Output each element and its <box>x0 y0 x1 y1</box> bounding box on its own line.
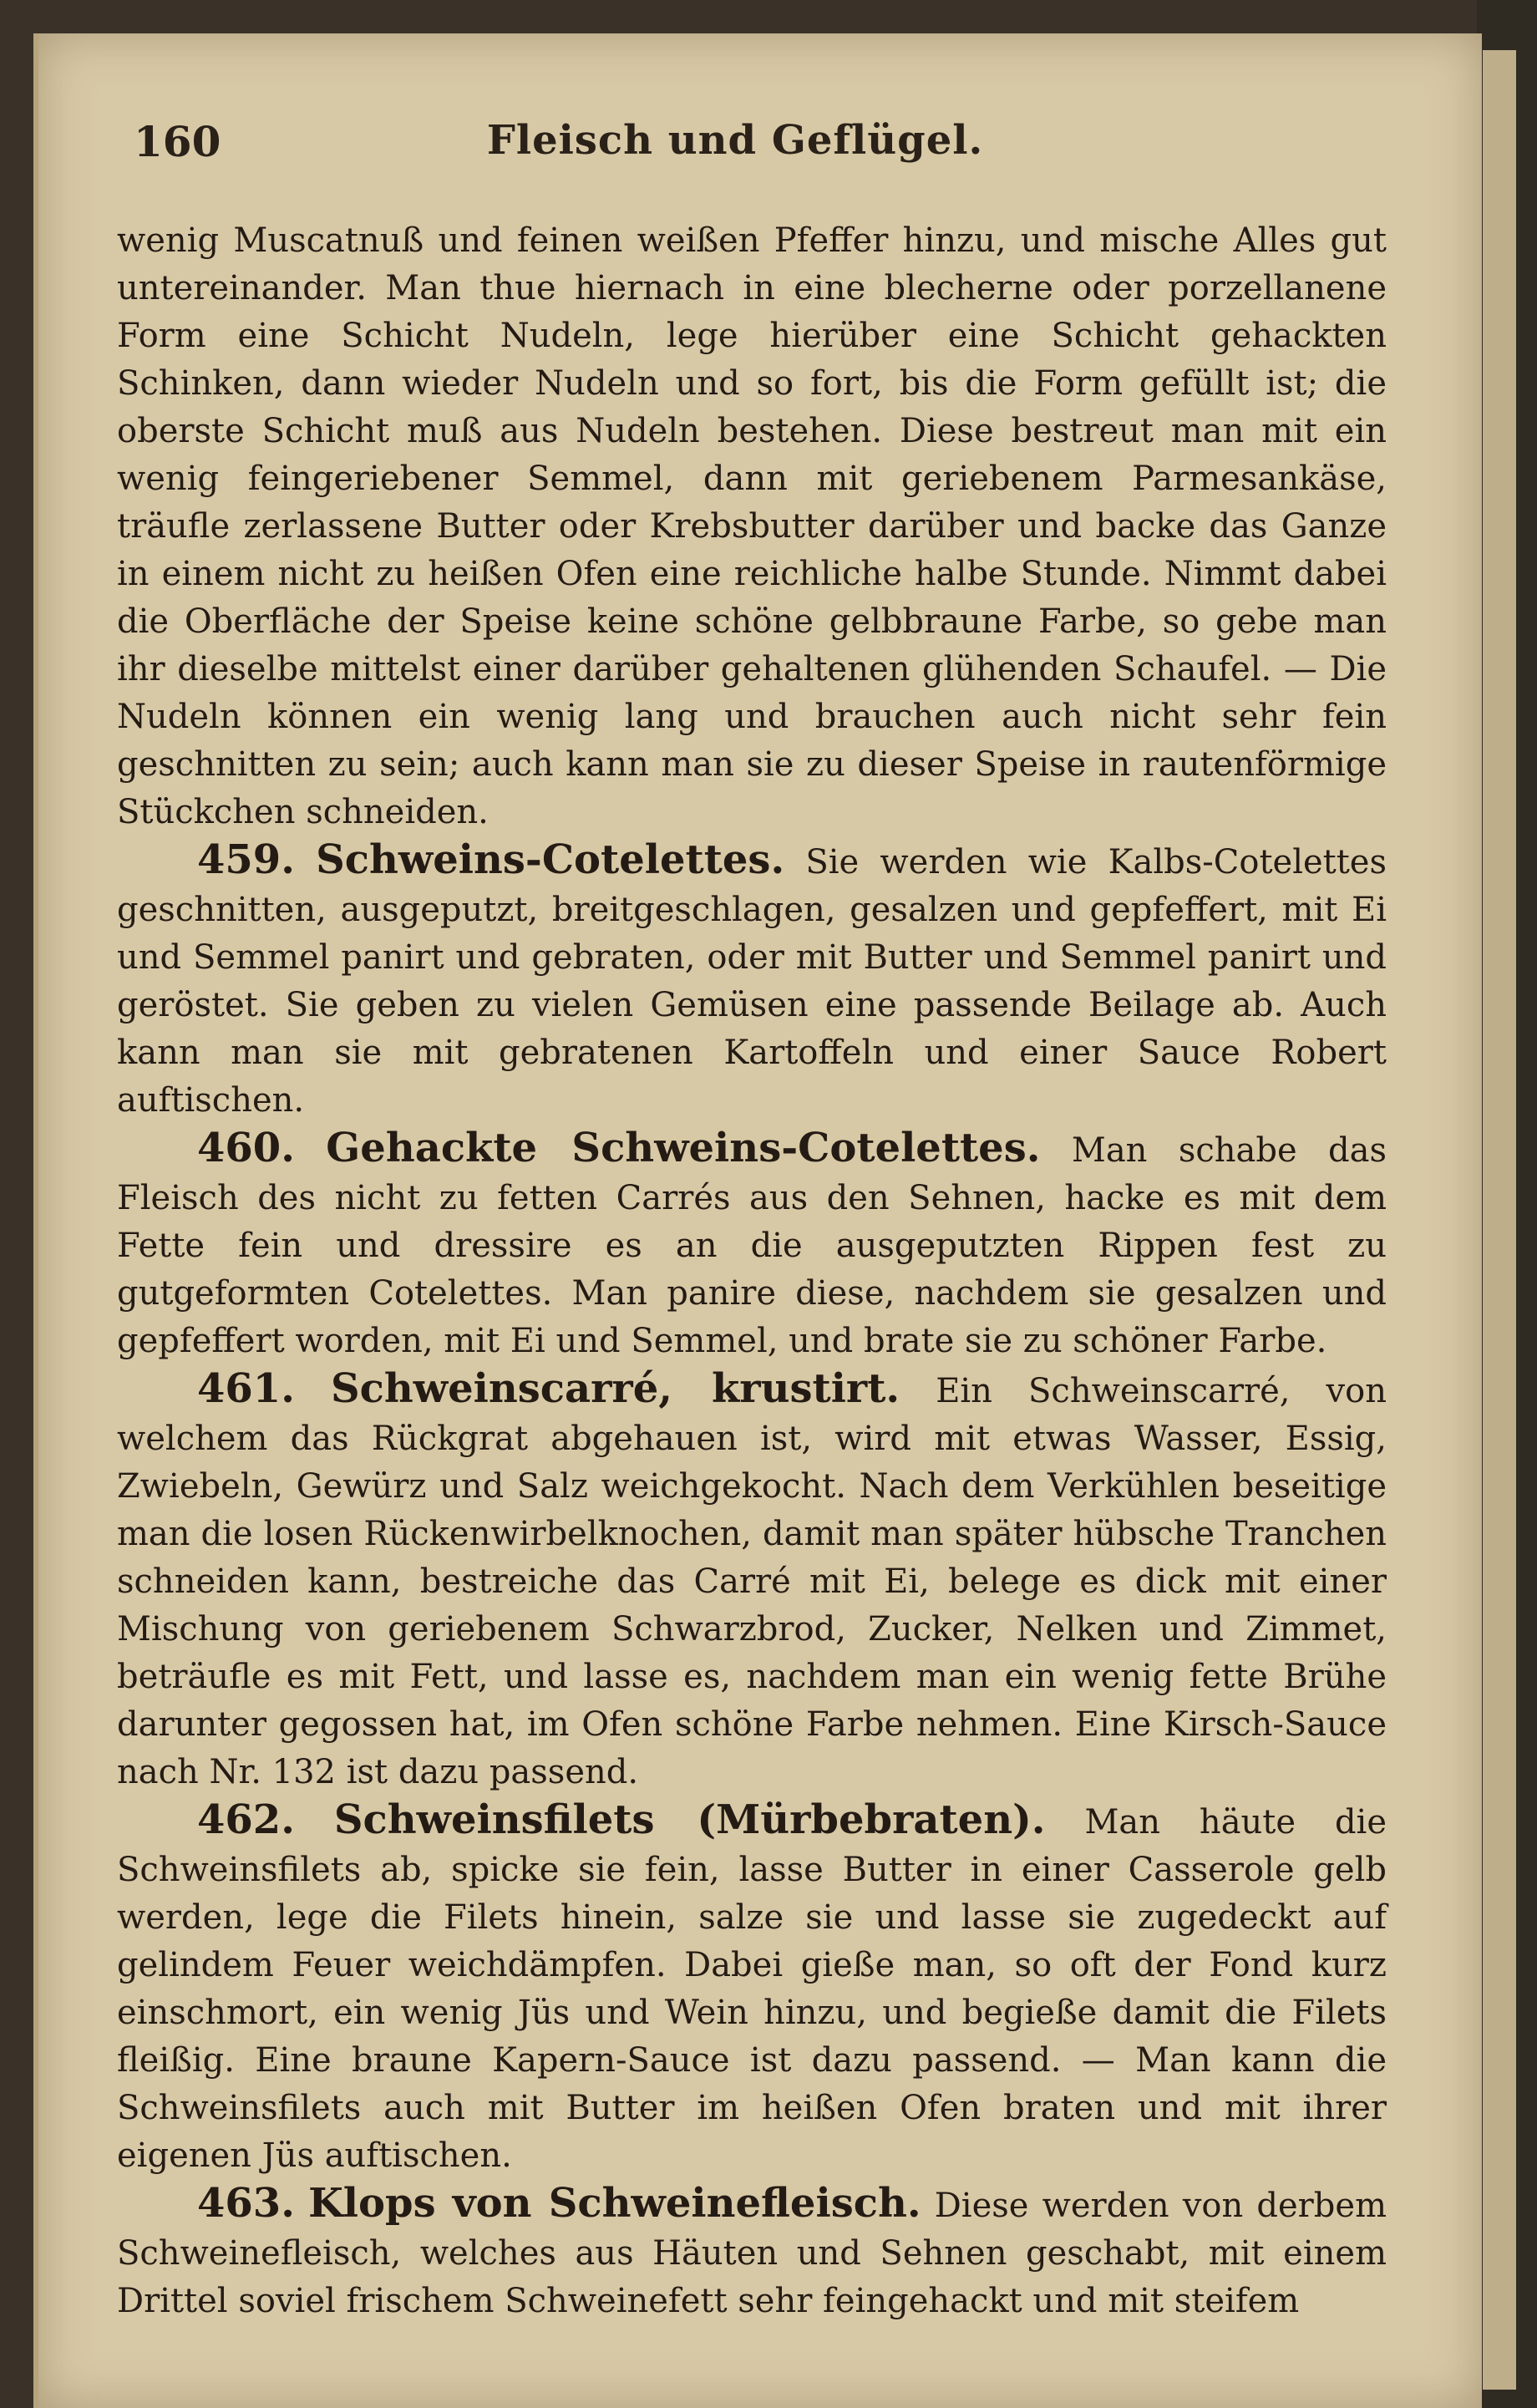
recipe-number: 460. <box>197 1125 295 1171</box>
page-number: 160 <box>134 117 221 166</box>
recipe-title: Schweinscarré, krustirt. <box>331 1365 900 1412</box>
recipe-text: Sie werden wie Kalbs-Cotelettes geschnitten, ausgeputzt, breitgeschlagen, gesalzen und gepfeffert, mit Ei und Semmel panirt und gebraten, oder mit Butter und Semmel panirt und geröstet. Sie geben zu vielen Gemüsen eine passende Beilage ab. Auch kann man sie mit gebratenen Kartoffeln und einer Sauce Robert auftischen. <box>117 843 1387 1120</box>
intro-paragraph: wenig Muscatnuß und feinen weißen Pfeffer hinzu, und mische Alles gut untereinander. Man thue hiernach in eine blecherne oder porzellanene Form eine Schicht Nudeln, lege hierüber eine Schicht gehackten Schinken, dann wieder Nudeln und so fort, bis die Form gefüllt ist; die oberste Schicht muß aus Nudeln bestehen. Diese bestreut man mit ein wenig feingeriebener Semmel, dann mit geriebenem Parmesankäse, träufle zerlassene Butter oder Krebsbutter darüber und backe das Ganze in einem nicht zu heißen Ofen eine reichliche halbe Stunde. Nimmt dabei die Oberfläche der Speise keine schöne gelbbraune Farbe, so gebe man ihr dieselbe mittelst einer darüber gehaltenen glühenden Schaufel. — Die Nudeln können ein wenig lang und brauchen auch nicht sehr fein geschnitten zu sein; auch kann man sie zu dieser Speise in rautenförmige Stückchen schneiden. <box>117 221 1387 831</box>
page-header <box>84 117 1387 175</box>
recipe-text: Man schabe das Fleisch des nicht zu fetten Carrés aus den Sehnen, hacke es mit dem Fette fein und dressire es an die ausgeputzten Rippen fest zu gutgeformten Cotelettes. Man panire diese, nachdem sie gesalzen und gepfeffert worden, mit Ei und Semmel, und brate sie zu schöner Farbe. <box>117 1131 1387 1360</box>
recipe-text: Man häute die Schweinsfilets ab, spicke sie fein, lasse Butter in einer Casserole gelb werden, lege die Filets hinein, salze sie und lasse sie zugedeckt auf gelindem Feuer weichdämpfen. Dabei gieße man, so oft der Fond kurz einschmort, ein wenig Jüs und Wein hinzu, und begieße damit die Filets fleißig. Eine braune Kapern-Sauce ist dazu passend. — Man kann die Schweinsfilets auch mit Butter im heißen Ofen braten und mit ihrer eigenen Jüs auftischen. <box>117 1803 1387 2175</box>
recipe-number: 462. <box>197 1796 295 1843</box>
recipe-461 <box>117 1365 1387 1796</box>
recipe-text: Diese werden von derbem Schweinefleisch, welches aus Häuten und Sehnen geschabt, mit einem Drittel soviel frischem Schweinefett sehr feingehackt und mit steifem <box>117 2187 1387 2320</box>
recipe-number: 463. <box>197 2180 295 2227</box>
recipe-title: Klops von Schweinefleisch. <box>308 2180 921 2227</box>
running-title: Fleisch und Geflügel. <box>486 117 984 164</box>
next-page-edge <box>1483 50 1516 2390</box>
recipe-title: Schweinsfilets (Mürbebraten). <box>333 1796 1046 1843</box>
page-body <box>117 217 1387 2325</box>
recipe-number: 459. <box>197 836 295 883</box>
recipe-463 <box>117 2180 1387 2325</box>
recipe-459 <box>117 836 1387 1125</box>
recipe-title: Schweins-Cotelettes. <box>316 836 785 883</box>
recipe-number: 461. <box>197 1365 295 1412</box>
recipe-462 <box>117 1796 1387 2180</box>
recipe-title: Gehackte Schweins-Cotelettes. <box>326 1125 1041 1171</box>
recipe-460 <box>117 1125 1387 1365</box>
recipe-text: Ein Schweinscarré, von welchem das Rückgrat abgehauen ist, wird mit etwas Wasser, Essig, Zwiebeln, Gewürz und Salz weichgekocht. Nach dem Verkühlen beseitige man die losen Rückenwirbelknochen, damit man später hübsche Tranchen schneiden kann, bestreiche das Carré mit Ei, belege es dick mit einer Mischung von geriebenem Schwarzbrod, Zucker, Nelken und Zimmet, beträufle es mit Fett, und lasse es, nachdem man ein wenig fette Brühe darunter gegossen hat, im Ofen schöne Farbe nehmen. Eine Kirsch-Sauce nach Nr. 132 ist dazu passend. <box>117 1372 1387 1791</box>
